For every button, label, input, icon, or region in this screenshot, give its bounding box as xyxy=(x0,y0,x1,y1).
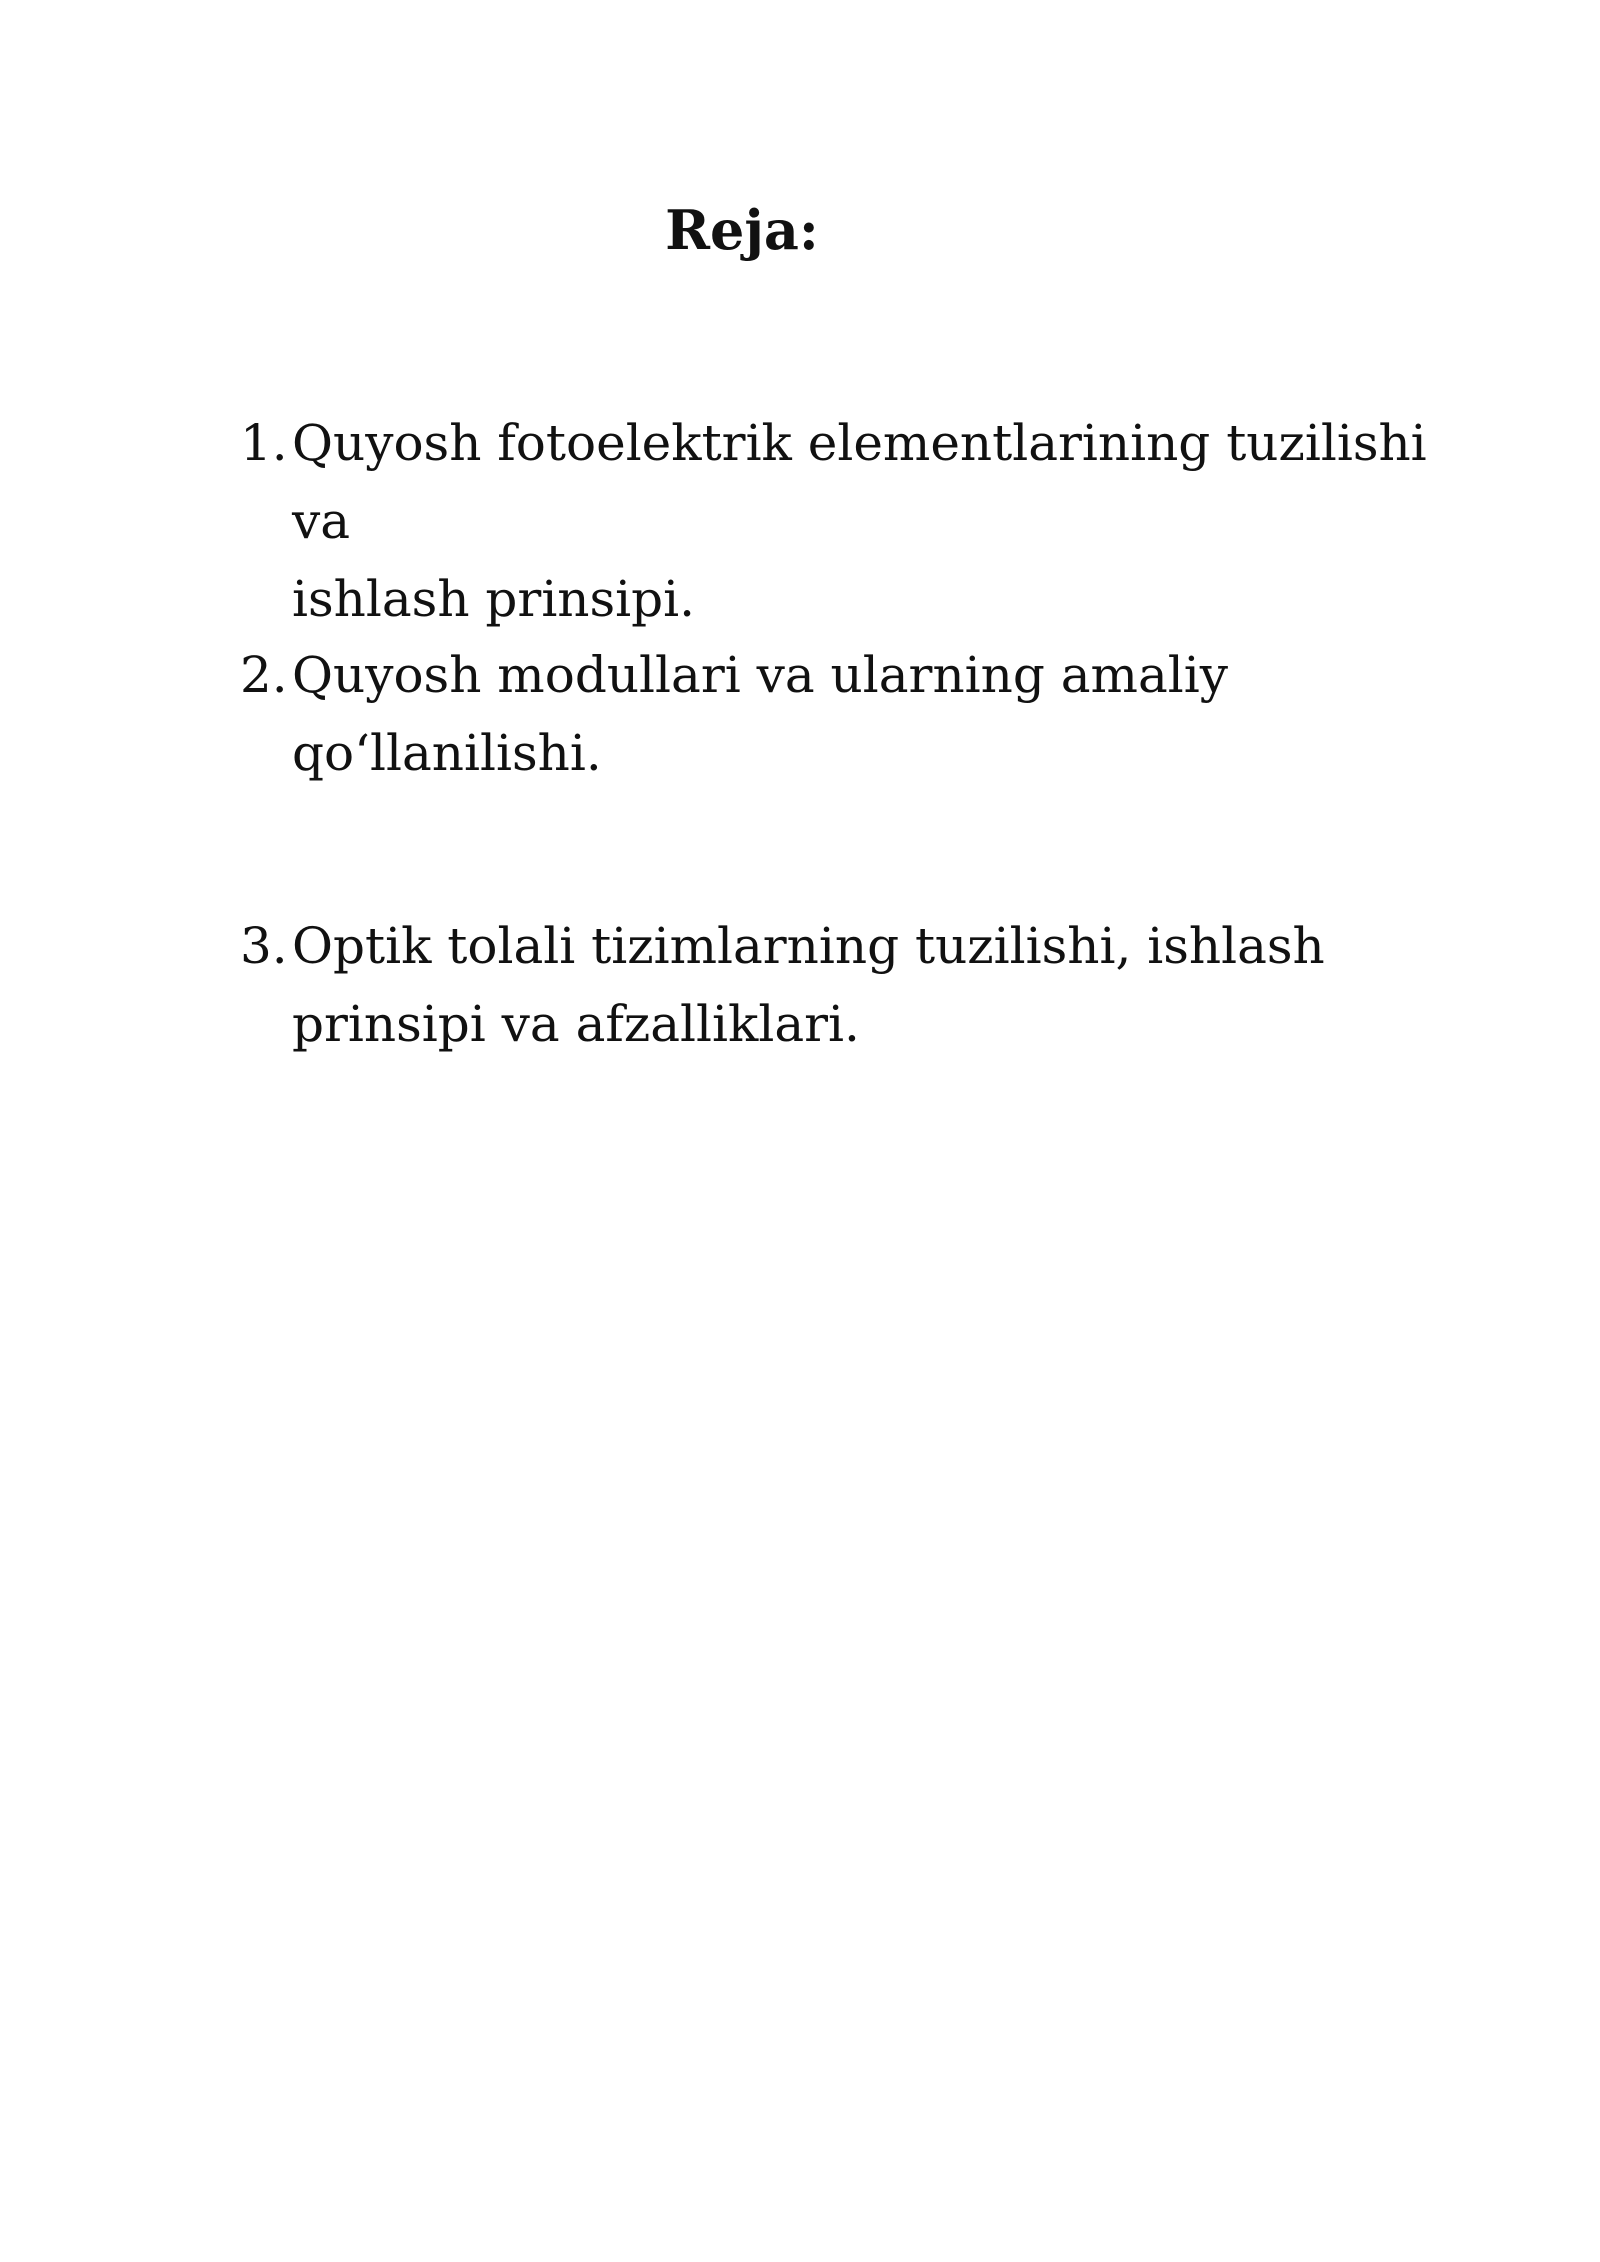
plan-item-number: 3. xyxy=(240,917,288,975)
plan-item-text-line1: Optik tolali tizimlarning tuzilishi, ishlash xyxy=(292,917,1325,975)
plan-item-text-line2: prinsipi va afzalliklari. xyxy=(292,995,860,1053)
plan-item-text-line2: qo‘llanilishi. xyxy=(292,724,602,782)
plan-item-number: 2. xyxy=(240,646,288,704)
plan-item-2 xyxy=(240,636,1440,792)
plan-item-number: 1. xyxy=(240,414,288,472)
plan-item-3 xyxy=(240,907,1440,1063)
plan-item-text-line1: Quyosh fotoelektrik elementlarining tuzilishi va xyxy=(292,414,1427,550)
plan-item-1 xyxy=(240,404,1440,638)
plan-item-text-line1: Quyosh modullari va ularning amaliy xyxy=(292,646,1229,704)
page-title: Reja: xyxy=(665,198,819,262)
plan-item-text-line2: ishlash prinsipi. xyxy=(292,570,696,628)
